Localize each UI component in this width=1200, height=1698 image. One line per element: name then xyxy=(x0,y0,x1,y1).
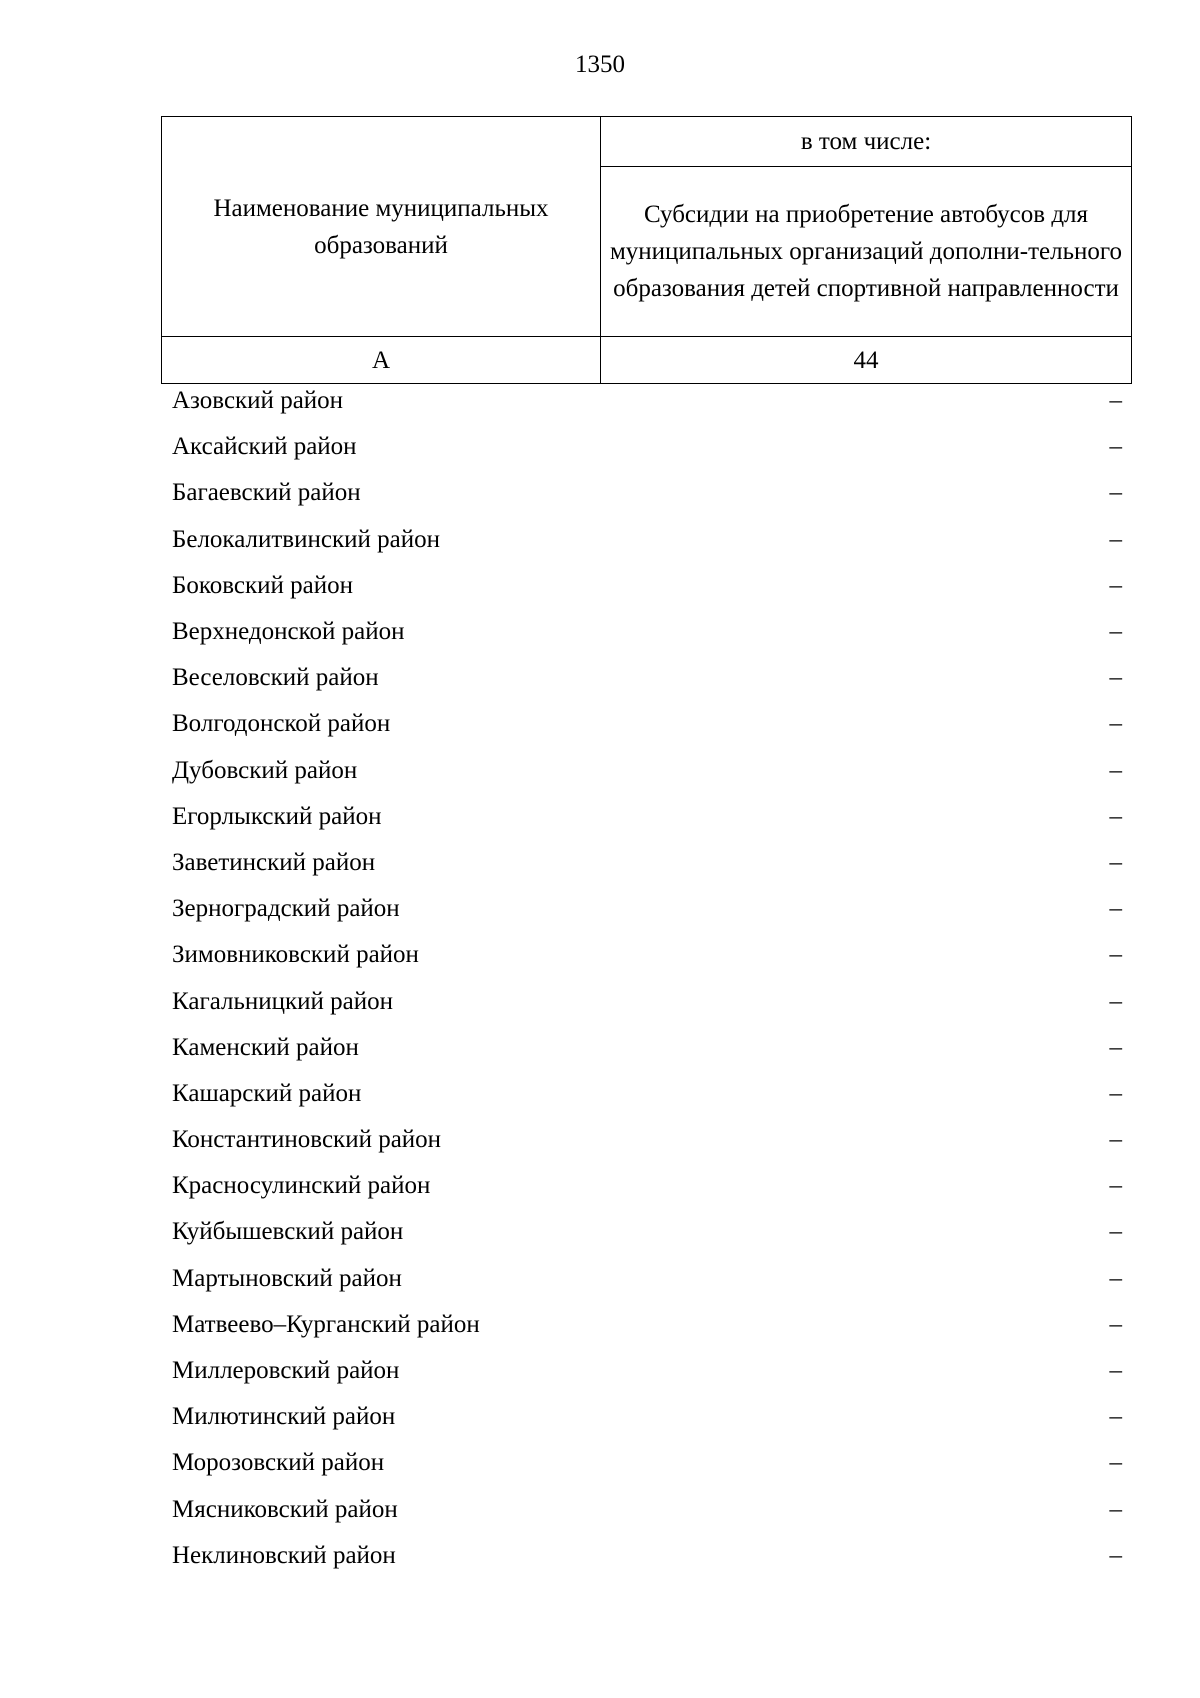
municipality-name: Мясниковский район xyxy=(172,1495,398,1523)
table-row xyxy=(172,1117,1122,1163)
table-row xyxy=(172,424,1122,470)
municipality-name: Зимовниковский район xyxy=(172,941,419,969)
table-row xyxy=(172,378,1122,424)
subsidy-value: – xyxy=(1109,710,1122,738)
municipality-name: Волгодонской район xyxy=(172,710,391,738)
column-code-name: А xyxy=(162,337,601,384)
table-row xyxy=(172,932,1122,978)
table-row xyxy=(172,470,1122,516)
subsidy-value: – xyxy=(1109,987,1122,1015)
subsidy-value: – xyxy=(1109,1495,1122,1523)
municipality-name: Багаевский район xyxy=(172,479,361,507)
table-row xyxy=(172,748,1122,794)
municipality-name: Красносулинский район xyxy=(172,1172,431,1200)
subsidy-value: – xyxy=(1109,1403,1122,1431)
subsidy-value: – xyxy=(1109,848,1122,876)
municipality-name: Кашарский район xyxy=(172,1079,362,1107)
table-row xyxy=(172,840,1122,886)
subsidy-value: – xyxy=(1109,433,1122,461)
table-row xyxy=(172,1163,1122,1209)
municipality-name: Милютинский район xyxy=(172,1403,396,1431)
column-code-subsidy: 44 xyxy=(601,337,1132,384)
municipality-name: Белокалитвинский район xyxy=(172,525,440,553)
subsidy-value: – xyxy=(1109,1218,1122,1246)
table-row xyxy=(172,1071,1122,1117)
municipality-name: Зерноградский район xyxy=(172,895,400,923)
subsidy-value: – xyxy=(1109,1079,1122,1107)
municipality-name: Неклиновский район xyxy=(172,1541,396,1569)
table-row xyxy=(172,1025,1122,1071)
column-header-subsidy: Субсидии на приобретение автобусов для муниципальных организаций дополни-тельного образования детей спортивной направленности xyxy=(601,167,1132,337)
municipality-name: Матвеево–Курганский район xyxy=(172,1310,480,1338)
subsidy-value: – xyxy=(1109,1264,1122,1292)
subsidy-value: – xyxy=(1109,802,1122,830)
municipality-name: Миллеровский район xyxy=(172,1357,400,1385)
municipality-name: Константиновский район xyxy=(172,1126,442,1154)
subsidy-value: – xyxy=(1109,1310,1122,1338)
subsidy-value: – xyxy=(1109,664,1122,692)
municipality-name: Кагальницкий район xyxy=(172,987,394,1015)
municipality-name: Веселовский район xyxy=(172,664,379,692)
municipality-name: Дубовский район xyxy=(172,756,358,784)
subsidy-value: – xyxy=(1109,895,1122,923)
subsidy-value: – xyxy=(1109,756,1122,784)
municipality-name: Аксайский район xyxy=(172,433,357,461)
column-header-name: Наименование муниципальных образований xyxy=(162,117,601,337)
municipality-name: Боковский район xyxy=(172,571,353,599)
municipality-name: Морозовский район xyxy=(172,1449,385,1477)
subsidy-value: – xyxy=(1109,571,1122,599)
table-row xyxy=(172,655,1122,701)
table-row xyxy=(172,1533,1122,1579)
table-row xyxy=(172,1348,1122,1394)
municipality-name: Заветинский район xyxy=(172,848,376,876)
table-row xyxy=(172,1394,1122,1440)
table-row xyxy=(172,794,1122,840)
municipality-name: Каменский район xyxy=(172,1033,359,1061)
column-group-header: в том числе: xyxy=(601,117,1132,167)
subsidy-value: – xyxy=(1109,618,1122,646)
subsidy-value: – xyxy=(1109,479,1122,507)
table-row xyxy=(172,1440,1122,1486)
subsidy-value: – xyxy=(1109,1033,1122,1061)
table-row xyxy=(172,563,1122,609)
table-row xyxy=(172,978,1122,1024)
subsidy-value: – xyxy=(1109,1357,1122,1385)
table-row xyxy=(172,1209,1122,1255)
table-header xyxy=(161,116,1132,384)
municipality-name: Азовский район xyxy=(172,387,344,415)
subsidy-value: – xyxy=(1109,525,1122,553)
municipality-name: Верхнедонской район xyxy=(172,618,405,646)
subsidy-value: – xyxy=(1109,1126,1122,1154)
table-body xyxy=(172,378,1122,1579)
table-row xyxy=(172,517,1122,563)
municipality-name: Мартыновский район xyxy=(172,1264,402,1292)
table-row xyxy=(172,886,1122,932)
table-row xyxy=(172,1256,1122,1302)
subsidy-value: – xyxy=(1109,387,1122,415)
table-row xyxy=(172,1487,1122,1533)
table-row xyxy=(172,1302,1122,1348)
subsidy-value: – xyxy=(1109,1541,1122,1569)
subsidy-value: – xyxy=(1109,1449,1122,1477)
subsidy-value: – xyxy=(1109,941,1122,969)
table-row xyxy=(172,609,1122,655)
municipality-name: Егорлыкский район xyxy=(172,802,382,830)
municipality-name: Куйбышевский район xyxy=(172,1218,404,1246)
table-row xyxy=(172,701,1122,747)
page-number: 1350 xyxy=(575,51,625,78)
subsidy-value: – xyxy=(1109,1172,1122,1200)
